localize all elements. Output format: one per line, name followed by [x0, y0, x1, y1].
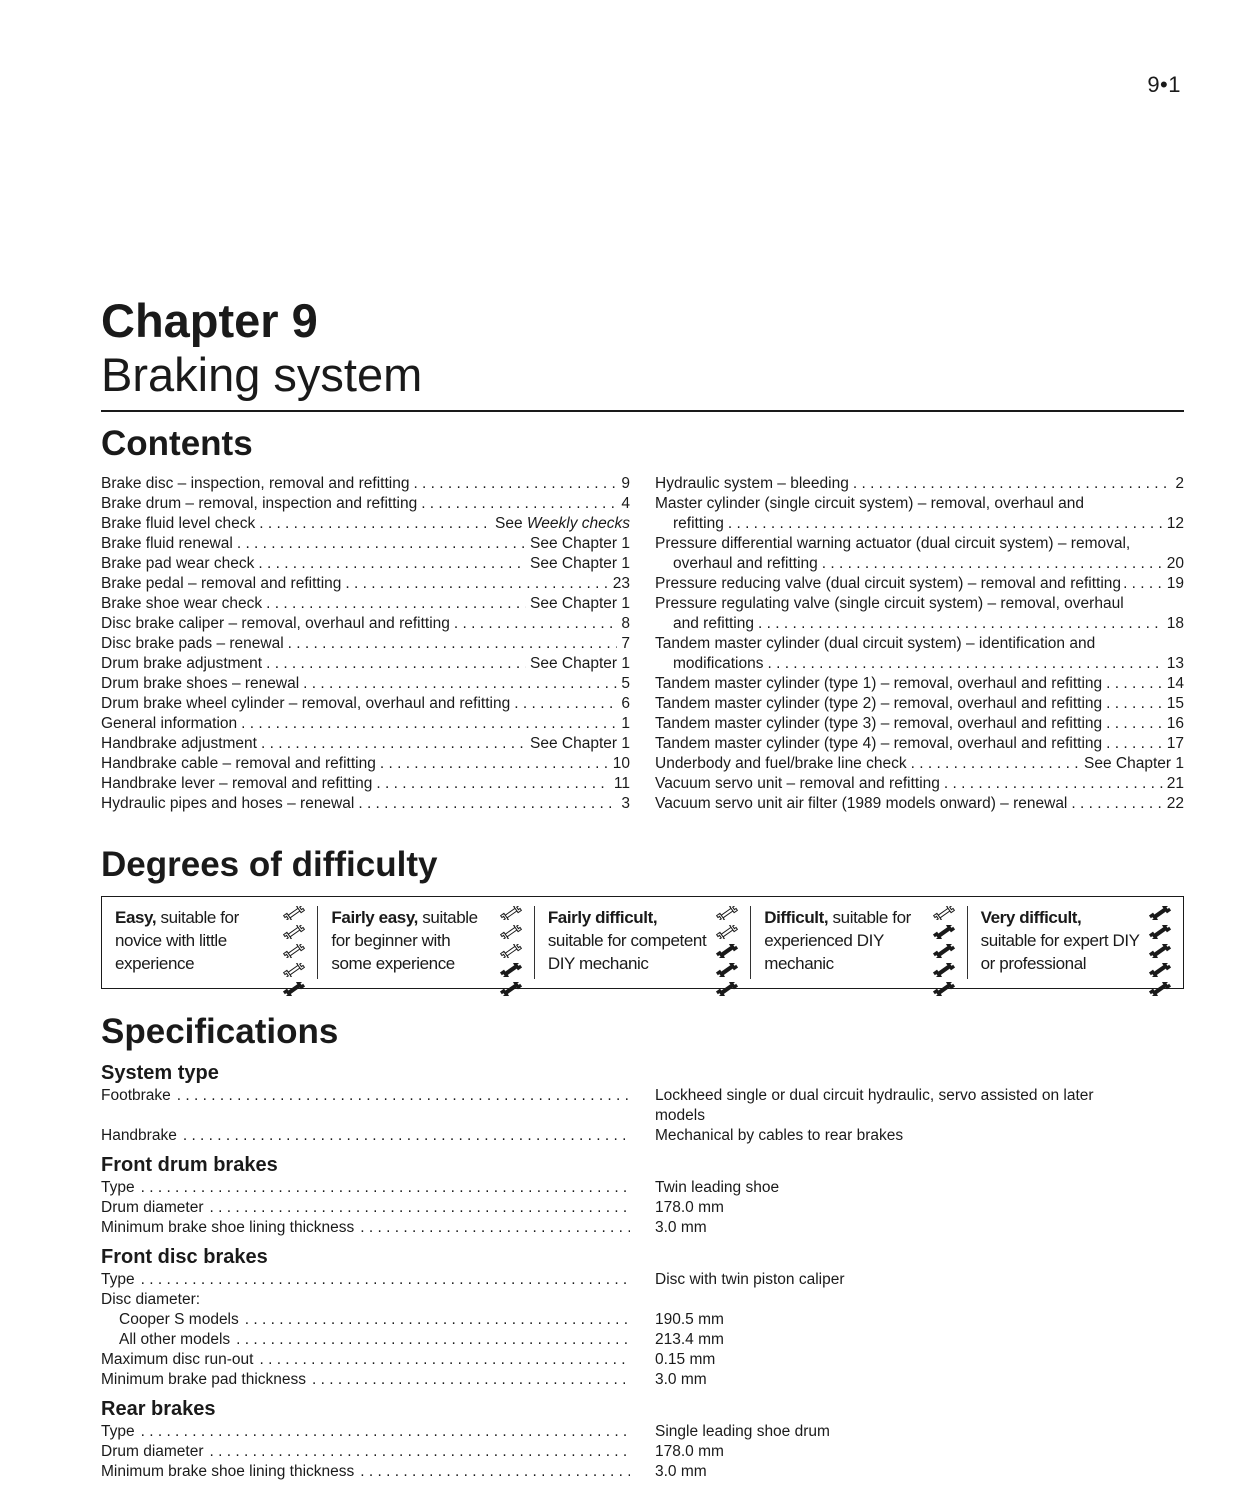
contents-entry[interactable]: [101, 634, 630, 654]
spec-row: [101, 1310, 1184, 1330]
spanner-icon: [281, 982, 309, 1001]
entry-title: modifications: [673, 655, 764, 672]
contents-entry[interactable]: [655, 614, 1184, 634]
difficulty-level: [534, 906, 750, 979]
contents-entry-line[interactable]: Tandem master cylinder (dual circuit system) – identification and: [655, 635, 1096, 652]
difficulty-text: for beginner with: [331, 931, 451, 950]
entry-ref: 19: [1166, 575, 1184, 592]
difficulty-text: experienced DIY: [764, 931, 884, 950]
contents-entry[interactable]: [101, 694, 630, 714]
difficulty-text: suitable for: [156, 908, 239, 927]
spec-value: 178.0 mm: [655, 1199, 724, 1216]
spanner-icon: [498, 982, 526, 1001]
spec-row: [101, 1370, 1184, 1390]
contents-entry[interactable]: [655, 554, 1184, 574]
entry-title: Underbody and fuel/brake line check: [655, 755, 907, 772]
spec-row: [101, 1086, 1184, 1106]
spec-section-front-drum: [101, 1153, 1184, 1238]
spec-value: 190.5 mm: [655, 1311, 724, 1328]
entry-title: Hydraulic system – bleeding: [655, 475, 849, 492]
spec-value: Twin leading shoe: [655, 1179, 780, 1196]
specifications-table: [101, 1061, 1184, 1489]
contents-entry[interactable]: [101, 774, 630, 794]
difficulty-level: [317, 906, 533, 979]
entry-ref: See Chapter 1: [530, 595, 630, 612]
spec-label: Footbrake: [101, 1087, 171, 1104]
spec-section-rear: [101, 1397, 1184, 1482]
entry-ref-italic: Weekly checks: [526, 515, 630, 532]
difficulty-text: suitable for expert DIY: [980, 931, 1140, 950]
spanner-rating-icon: [498, 906, 526, 978]
difficulty-label: Fairly difficult,: [547, 908, 658, 927]
difficulty-text: suitable: [417, 908, 478, 927]
spanner-icon: [714, 963, 742, 982]
contents-entry[interactable]: [655, 794, 1184, 814]
spec-value: Disc with twin piston caliper: [655, 1271, 845, 1288]
spec-row: [101, 1218, 1184, 1238]
entry-title: Disc brake caliper – removal, overhaul and refitting: [101, 615, 450, 632]
entry-title: Tandem master cylinder (type 3) – removal, overhaul and refitting: [655, 715, 1103, 732]
entry-ref: 10: [612, 755, 630, 772]
contents-entry[interactable]: [101, 754, 630, 774]
spec-label: Minimum brake shoe lining thickness: [101, 1463, 355, 1480]
spec-row: [101, 1178, 1184, 1198]
entry-ref: 4: [621, 495, 630, 512]
spec-row: [101, 1442, 1184, 1462]
entry-title: Handbrake adjustment: [101, 735, 257, 752]
difficulty-label: Difficult,: [764, 908, 829, 927]
contents-right-column: [655, 474, 1184, 814]
entry-ref: 3: [621, 795, 630, 812]
entry-title: Brake fluid renewal: [101, 535, 233, 552]
spec-label: Drum diameter: [101, 1443, 204, 1460]
contents-entry[interactable]: [101, 714, 630, 734]
contents-heading: Contents: [101, 424, 253, 463]
contents-entry[interactable]: [655, 754, 1184, 774]
entry-ref: 14: [1166, 675, 1184, 692]
contents-entry-line[interactable]: Master cylinder (single circuit system) – removal, overhaul and: [655, 495, 1084, 512]
spanner-icon: [1147, 963, 1175, 982]
entry-title: Brake fluid level check: [101, 515, 256, 532]
entry-ref: See Chapter 1: [530, 555, 630, 572]
difficulty-table: [101, 896, 1184, 989]
spanner-icon: [714, 982, 742, 1001]
spanner-icon: [931, 925, 959, 944]
entry-ref: 13: [1166, 655, 1184, 672]
spec-label: Maximum disc run-out: [101, 1351, 254, 1368]
difficulty-level: [967, 906, 1183, 979]
entry-title: Tandem master cylinder (type 2) – removal, overhaul and refitting: [655, 695, 1103, 712]
difficulty-text: DIY mechanic: [547, 954, 649, 973]
spec-value: Lockheed single or dual circuit hydraulic, servo assisted on later: [655, 1087, 1094, 1104]
spec-label: Cooper S models: [119, 1311, 239, 1328]
spec-label: Disc diameter:: [101, 1291, 201, 1308]
entry-title: and refitting: [673, 615, 754, 632]
spanner-rating-icon: [931, 906, 959, 978]
spec-section-heading: Front disc brakes: [101, 1246, 268, 1268]
spec-value: Mechanical by cables to rear brakes: [655, 1127, 904, 1144]
entry-ref: 15: [1166, 695, 1184, 712]
spanner-icon: [1147, 906, 1175, 925]
spanner-icon: [1147, 944, 1175, 963]
spec-section-front-disc: [101, 1245, 1184, 1390]
spec-section-heading: Front drum brakes: [101, 1154, 278, 1176]
chapter-number: Chapter 9: [101, 294, 318, 347]
entry-title: Handbrake cable – removal and refitting: [101, 755, 376, 772]
entry-title: Vacuum servo unit – removal and refitting: [655, 775, 940, 792]
entry-ref: 20: [1166, 555, 1184, 572]
spanner-icon: [281, 963, 309, 982]
spanner-icon: [1147, 982, 1175, 1001]
spec-label: Handbrake: [101, 1127, 177, 1144]
spec-value: Single leading shoe drum: [655, 1423, 830, 1440]
entry-ref: See Chapter 1: [1084, 755, 1184, 772]
spanner-rating-icon: [1147, 906, 1175, 978]
difficulty-text: or professional: [980, 954, 1087, 973]
entry-ref: 17: [1166, 735, 1184, 752]
spanner-icon: [931, 982, 959, 1001]
contents-entry-line[interactable]: Pressure differential warning actuator (dual circuit system) – removal,: [655, 535, 1131, 552]
spec-row: [101, 1270, 1184, 1290]
chapter-title: Braking system: [101, 348, 423, 401]
entry-ref: 1: [621, 715, 630, 732]
spec-value: 3.0 mm: [655, 1463, 707, 1480]
contents-entry[interactable]: [101, 674, 630, 694]
entry-ref: 18: [1166, 615, 1184, 632]
entry-ref: See Chapter 1: [530, 655, 630, 672]
entry-title: Brake shoe wear check: [101, 595, 263, 612]
entry-title: Tandem master cylinder (type 1) – removal, overhaul and refitting: [655, 675, 1103, 692]
entry-title: Vacuum servo unit air filter (1989 models onward) – renewal: [655, 795, 1068, 812]
contents-list: [101, 474, 1184, 814]
difficulty-label: Easy,: [115, 908, 157, 927]
entry-title: Drum brake adjustment: [101, 655, 263, 672]
entry-title: Brake disc – inspection, removal and refitting: [101, 475, 410, 492]
entry-title: Pressure reducing valve (dual circuit system) – removal and refitting: [655, 575, 1122, 592]
spec-value: models: [655, 1107, 705, 1124]
difficulty-description: [764, 906, 911, 979]
entry-ref-prefix: See: [495, 515, 527, 532]
entry-title: Brake pedal – removal and refitting: [101, 575, 342, 592]
chapter-heading: [101, 293, 1184, 401]
spec-section-heading: System type: [101, 1062, 219, 1084]
contents-entry[interactable]: [655, 574, 1184, 594]
entry-title: Tandem master cylinder (type 4) – removal, overhaul and refitting: [655, 735, 1103, 752]
spec-row: [101, 1462, 1184, 1482]
difficulty-text: some experience: [331, 954, 455, 973]
spec-row: [101, 1330, 1184, 1350]
spanner-icon: [714, 944, 742, 963]
entry-title: General information: [101, 715, 238, 732]
difficulty-text: mechanic: [764, 954, 834, 973]
difficulty-level: [102, 906, 317, 979]
spanner-icon: [1147, 925, 1175, 944]
contents-entry[interactable]: [101, 574, 630, 594]
entry-title: Drum brake shoes – renewal: [101, 675, 300, 692]
spanner-icon: [714, 906, 742, 925]
title-rule: [101, 410, 1184, 412]
contents-entry[interactable]: [655, 514, 1184, 534]
spec-section-system-type: [101, 1061, 1184, 1146]
contents-entry[interactable]: [101, 794, 630, 814]
contents-entry[interactable]: [101, 514, 630, 534]
spanner-rating-icon: [714, 906, 742, 978]
contents-entry[interactable]: [101, 614, 630, 634]
entry-ref: 7: [621, 635, 630, 652]
spec-label: Type: [101, 1423, 135, 1440]
entry-ref: See Chapter 1: [530, 735, 630, 752]
entry-title: Brake drum – removal, inspection and refitting: [101, 495, 418, 512]
difficulty-text: experience: [115, 954, 195, 973]
entry-ref: 6: [621, 695, 630, 712]
entry-title: Brake pad wear check: [101, 555, 255, 572]
contents-entry[interactable]: [101, 654, 630, 674]
entry-title: Handbrake lever – removal and refitting: [101, 775, 373, 792]
spec-row: [101, 1422, 1184, 1442]
difficulty-description: [331, 906, 477, 979]
spanner-icon: [714, 925, 742, 944]
entry-title: Disc brake pads – renewal: [101, 635, 284, 652]
spec-value: 0.15 mm: [655, 1351, 716, 1368]
spec-row: [101, 1126, 1184, 1146]
spanner-icon: [931, 906, 959, 925]
entry-ref: 2: [1175, 475, 1184, 492]
difficulty-label: Fairly easy,: [331, 908, 418, 927]
entry-ref: 16: [1166, 715, 1184, 732]
entry-ref: 22: [1166, 795, 1184, 812]
contents-entry[interactable]: [655, 674, 1184, 694]
contents-left-column: [101, 474, 630, 814]
difficulty-text: novice with little: [115, 931, 227, 950]
spanner-icon: [498, 906, 526, 925]
difficulty-text: suitable for: [828, 908, 911, 927]
entry-ref: 12: [1166, 515, 1184, 532]
contents-entry[interactable]: [101, 474, 630, 494]
spec-value: 213.4 mm: [655, 1331, 724, 1348]
spec-row: [101, 1198, 1184, 1218]
entry-ref: 11: [613, 775, 630, 792]
difficulty-level: [750, 906, 966, 979]
specifications-heading: Specifications: [101, 1012, 339, 1051]
spanner-icon: [281, 925, 309, 944]
entry-ref: See Chapter 1: [530, 535, 630, 552]
spanner-icon: [498, 944, 526, 963]
spec-row: [101, 1350, 1184, 1370]
contents-entry[interactable]: [655, 774, 1184, 794]
contents-entry[interactable]: [655, 474, 1184, 494]
spec-value: 3.0 mm: [655, 1219, 707, 1236]
spanner-icon: [498, 963, 526, 982]
spec-label: Minimum brake shoe lining thickness: [101, 1219, 355, 1236]
difficulty-text: suitable for competent: [547, 931, 707, 950]
spec-label: Drum diameter: [101, 1199, 204, 1216]
contents-entry-line[interactable]: Pressure regulating valve (single circuit system) – removal, overhaul: [655, 595, 1124, 612]
entry-ref: [495, 514, 630, 534]
spanner-icon: [931, 963, 959, 982]
spanner-rating-icon: [281, 906, 309, 978]
contents-entry[interactable]: [655, 654, 1184, 674]
spec-section-heading: Rear brakes: [101, 1398, 216, 1420]
spec-label: Type: [101, 1179, 135, 1196]
contents-entry[interactable]: [101, 494, 630, 514]
difficulty-heading: Degrees of difficulty: [101, 845, 438, 884]
entry-ref: 9: [621, 475, 630, 492]
contents-entry[interactable]: [101, 734, 630, 754]
difficulty-description: [981, 906, 1140, 979]
entry-title: refitting: [673, 515, 724, 532]
entry-title: Hydraulic pipes and hoses – renewal: [101, 795, 355, 812]
entry-ref: 8: [621, 615, 630, 632]
entry-title: Drum brake wheel cylinder – removal, overhaul and refitting: [101, 695, 511, 712]
spanner-icon: [281, 944, 309, 963]
spanner-icon: [498, 925, 526, 944]
page-number: 9•1: [1147, 72, 1181, 97]
contents-entry[interactable]: [655, 714, 1184, 734]
spec-label: All other models: [119, 1331, 231, 1348]
spanner-icon: [931, 944, 959, 963]
entry-ref: 21: [1166, 775, 1184, 792]
contents-entry[interactable]: [101, 594, 630, 614]
entry-ref: 5: [621, 675, 630, 692]
difficulty-description: [115, 906, 239, 979]
spec-value: 3.0 mm: [655, 1371, 707, 1388]
difficulty-label: Very difficult,: [980, 908, 1082, 927]
spec-label: Type: [101, 1271, 135, 1288]
contents-entry[interactable]: [101, 554, 630, 574]
difficulty-description: [548, 906, 706, 979]
contents-entry[interactable]: [655, 694, 1184, 714]
entry-title: overhaul and refitting: [673, 555, 818, 572]
contents-entry[interactable]: [101, 534, 630, 554]
spec-label: Minimum brake pad thickness: [101, 1371, 307, 1388]
spec-value: 178.0 mm: [655, 1443, 724, 1460]
entry-ref: 23: [612, 575, 630, 592]
spec-row: [101, 1106, 1184, 1126]
spec-row: [101, 1290, 1184, 1310]
contents-entry[interactable]: [655, 734, 1184, 754]
spanner-icon: [281, 906, 309, 925]
